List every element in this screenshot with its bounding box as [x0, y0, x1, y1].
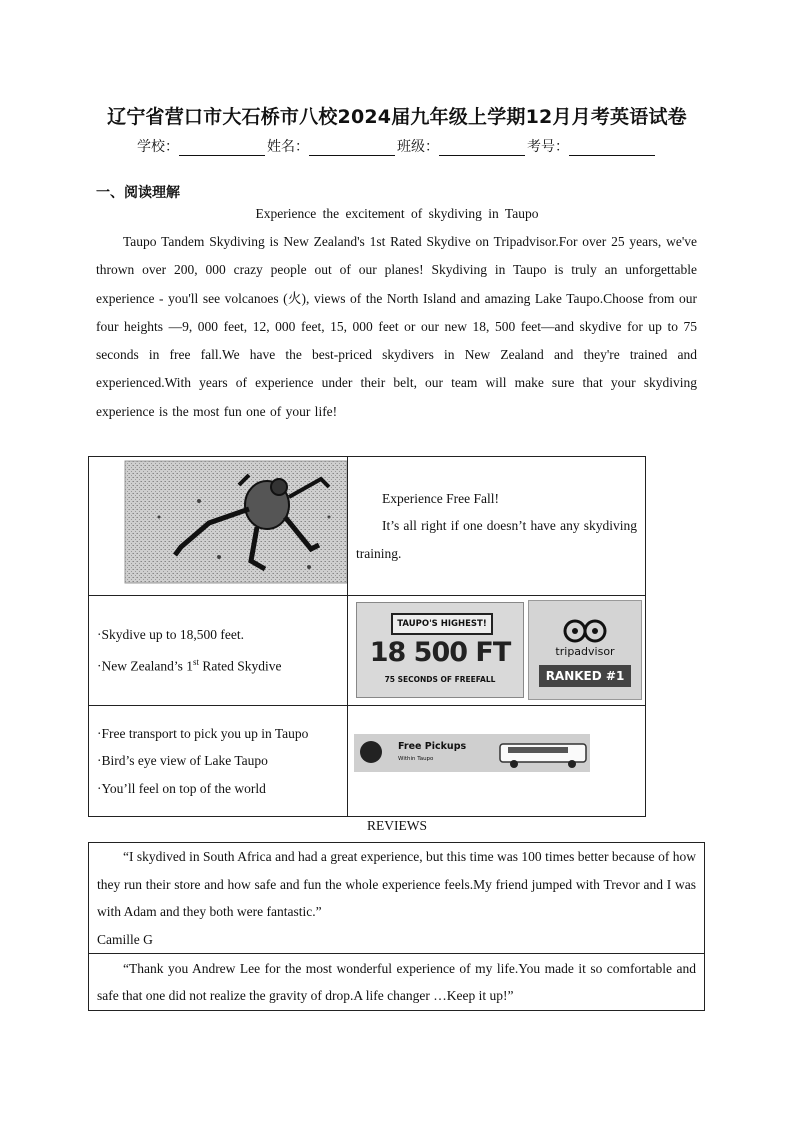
school-label: 学校：	[137, 139, 179, 155]
table-row	[89, 843, 705, 954]
table-row	[89, 706, 646, 817]
feature-rated: ·New Zealand’s 1st Rated Skydive	[97, 656, 282, 674]
skydiver-image-cell	[89, 457, 348, 596]
review-1-author: Camille G	[97, 931, 153, 947]
feature-transport: ·Free transport to pick you up in Taupo	[97, 725, 309, 741]
ranked-label: RANKED #1	[539, 665, 631, 687]
features-cell	[89, 596, 348, 706]
free-fall-heading: Experience Free Fall!	[382, 490, 499, 506]
table-row	[89, 596, 646, 706]
passage-title: Experience the excitement of skydiving in Taupo	[255, 206, 539, 221]
banner-title: Free Pickups	[398, 741, 467, 752]
name-blank[interactable]	[309, 141, 395, 156]
tripadvisor-name: tripadvisor	[555, 645, 615, 658]
feature-height: ·Skydive up to 18,500 feet.	[97, 627, 244, 643]
number-blank[interactable]	[569, 141, 655, 156]
ad-table	[88, 456, 646, 817]
review-1-text: “I skydived in South Africa and had a great experience, but this time was 100 times better because of how they run their store and how safe and fun the whole experience feels.My friend jumped with Trevor and I was with Adam and they both were fantastic.”	[97, 849, 696, 919]
tripadvisor-badge	[528, 600, 642, 700]
badge-big-number: 18 500 FT	[369, 637, 511, 668]
school-blank[interactable]	[179, 141, 265, 156]
class-blank[interactable]	[439, 141, 525, 156]
skydiver-photo	[89, 457, 347, 595]
review-2-text: “Thank you Andrew Lee for the most wonderful experience of my life.You made it so comfortable and safe that one did not realize the gravity of drop.A life changer …Keep it up!”	[97, 960, 696, 1003]
car-icon	[360, 741, 382, 763]
page-title: 辽宁省营口市大石桥市八校2024届九年级上学期12月月考英语试卷	[107, 106, 687, 128]
limousine-icon	[498, 736, 590, 770]
section-heading: 一、阅读理解	[96, 185, 180, 201]
banner-subtitle: Within Taupo	[398, 756, 434, 762]
free-fall-text: It’s all right if one doesn’t have any skydiving training.	[356, 518, 637, 561]
free-fall-cell	[348, 457, 646, 596]
badge-bottom-text: 75 SECONDS OF FREEFALL	[384, 675, 496, 684]
student-info-line	[0, 136, 794, 156]
height-badge	[356, 602, 524, 698]
reviews-heading: REVIEWS	[367, 818, 427, 833]
badge-top-text: TAUPO'S HIGHEST!	[391, 613, 493, 635]
feature-view: ·Bird’s eye view of Lake Taupo	[97, 753, 268, 769]
pickup-banner	[354, 734, 590, 772]
badges-cell	[348, 596, 646, 706]
table-row	[89, 954, 705, 1011]
feature-top: ·You’ll feel on top of the world	[97, 780, 266, 796]
pickup-banner-cell	[348, 706, 646, 817]
name-label: 姓名：	[267, 139, 309, 155]
class-label: 班级：	[397, 139, 439, 155]
owl-logo-icon	[563, 617, 607, 643]
review-cell-2	[89, 954, 705, 1011]
transport-cell	[89, 706, 348, 817]
number-label: 考号：	[527, 139, 569, 155]
review-cell-1	[89, 843, 705, 954]
reviews-table	[88, 842, 705, 1011]
passage-body: Taupo Tandem Skydiving is New Zealand's 1st Rated Skydive on Tripadvisor.For over 25 years, we've thrown over 200, 000 crazy people out of our planes! Skydiving in Taupo is truly an unforgettable experience - you'll see volcanoes (火), views of the North Island and amazing Lake Taupo.Choose from our four heights —9, 000 feet, 12, 000 feet, 15, 000 feet or our new 18, 500 feet—and skydive for up to 75 seconds in free fall.We have the best-priced skydivers in New Zealand and they're trained and experienced.With years of experience under their belt, our team will make sure that your skydiving experience is the most fun one of your life!	[96, 234, 697, 419]
table-row	[89, 457, 646, 596]
